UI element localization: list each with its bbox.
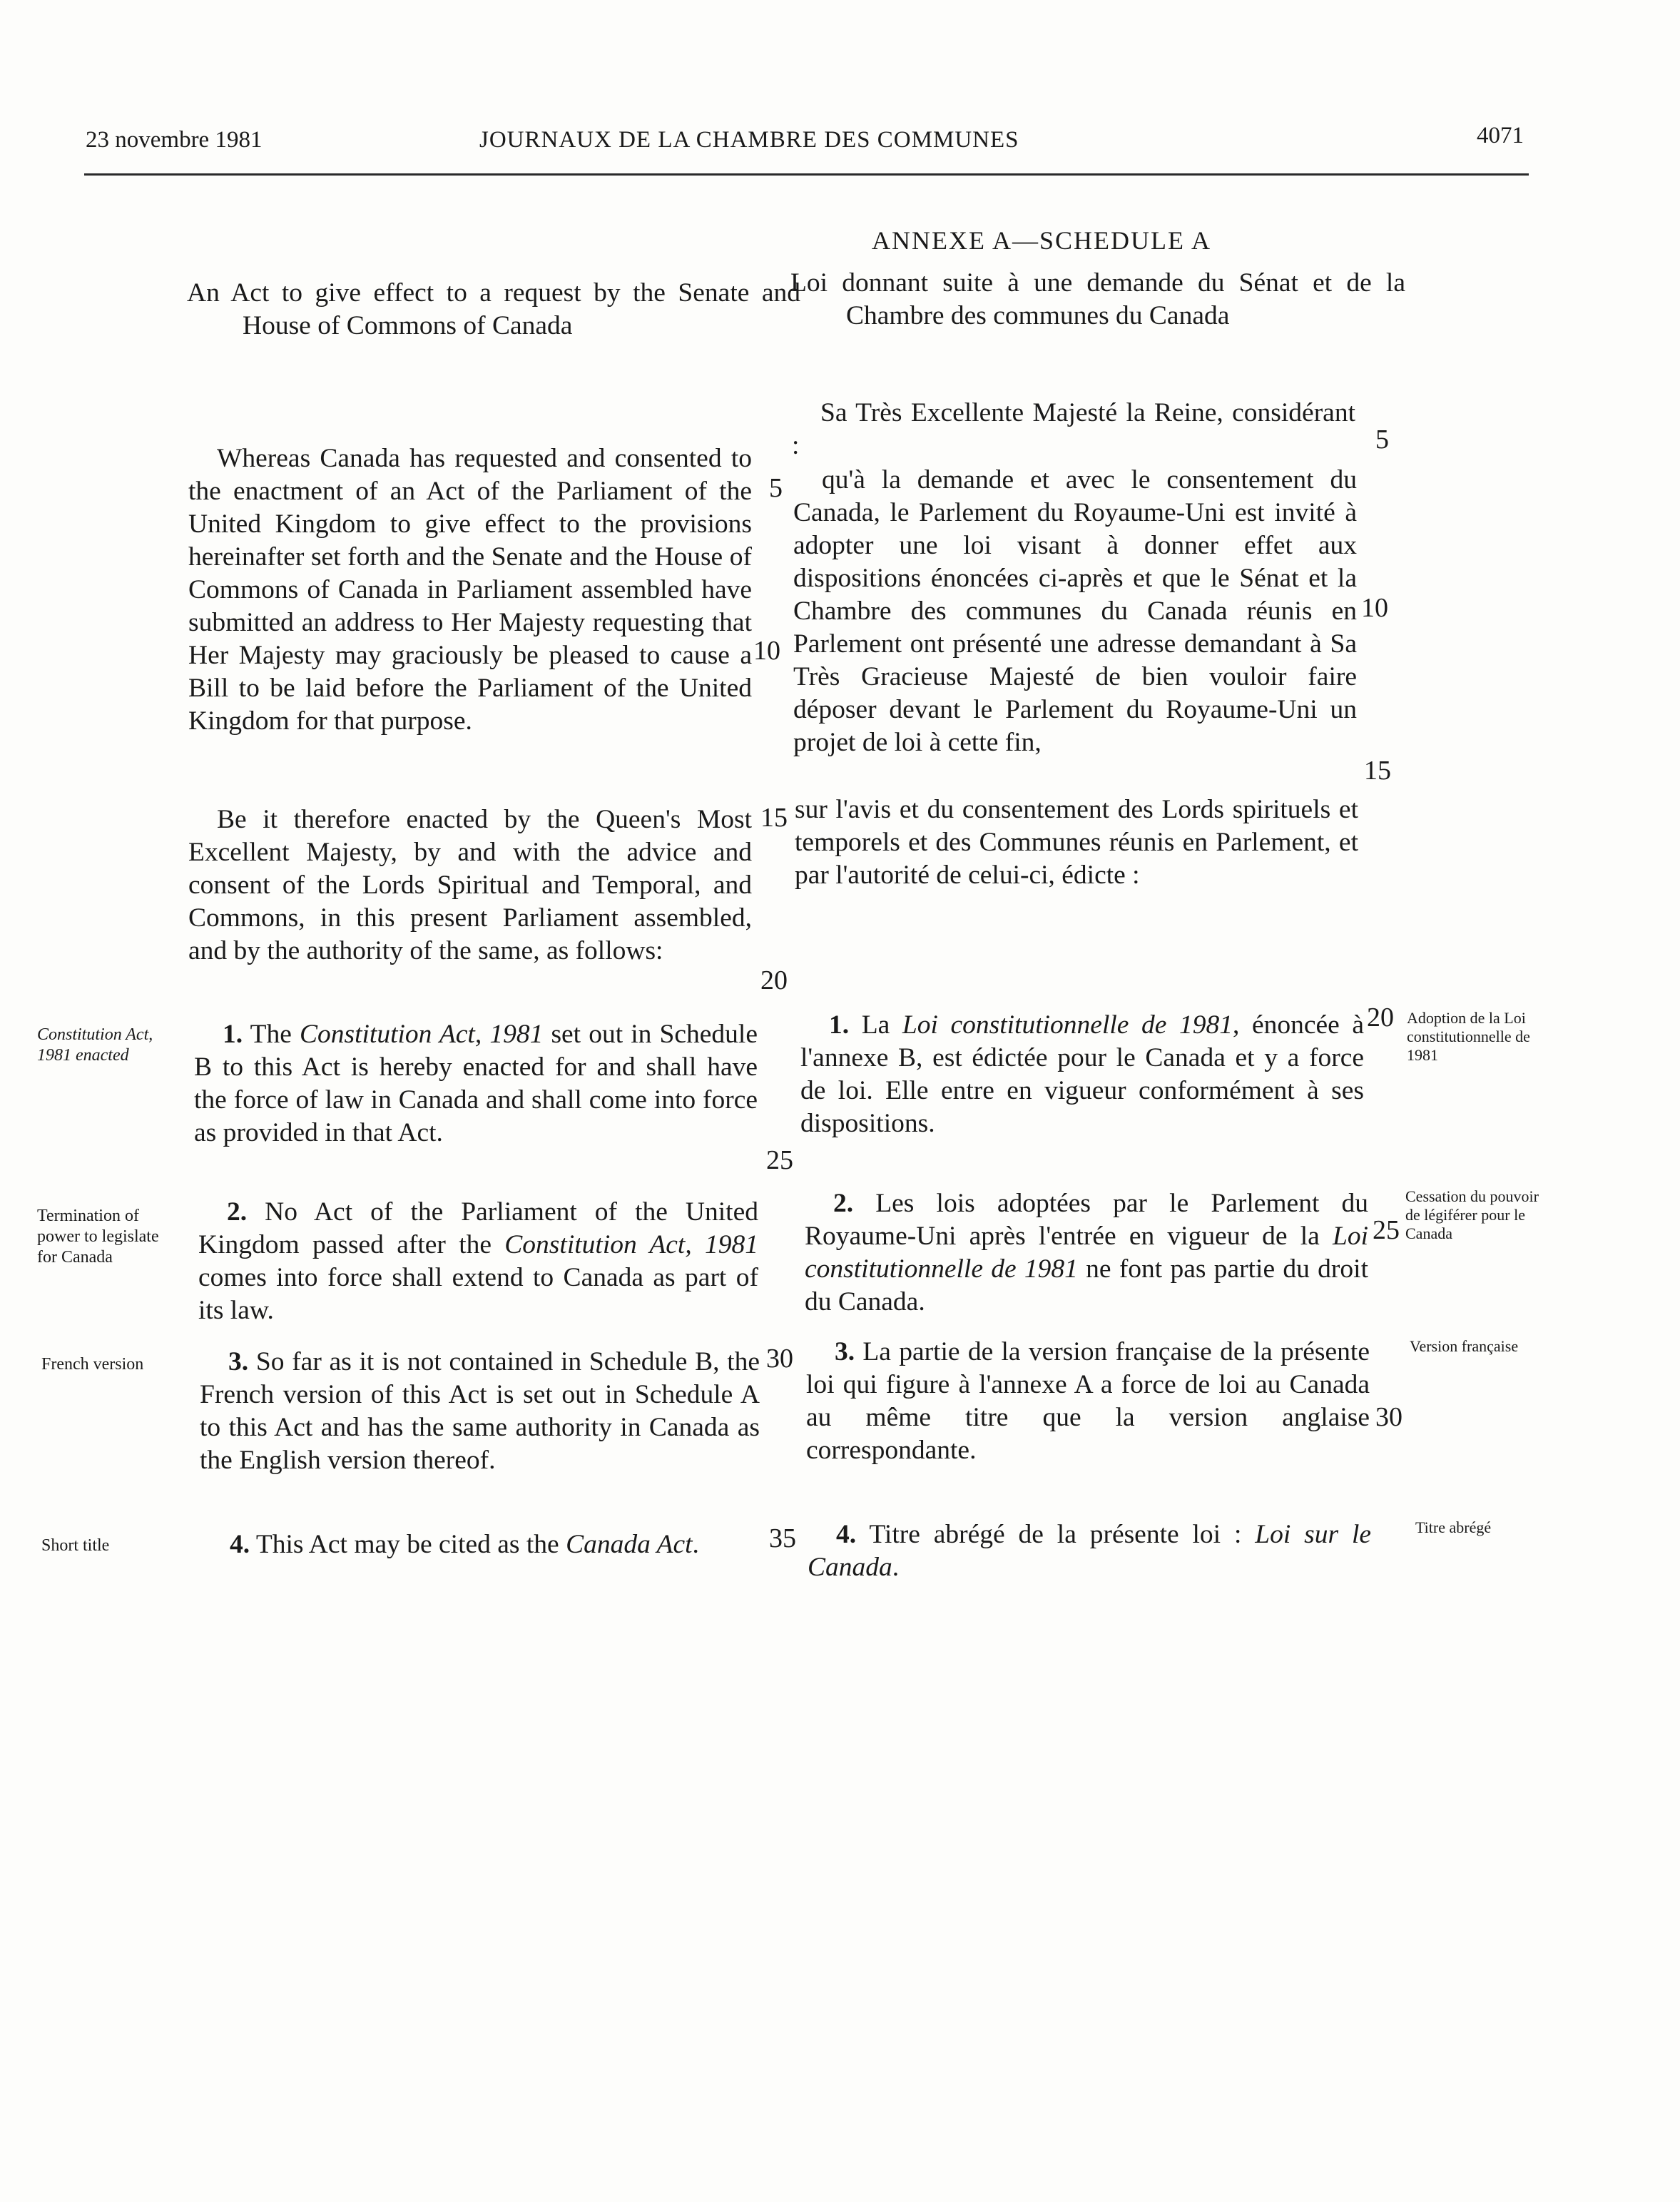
marginal-note-adoption: Adoption de la Loi constitutionnelle de 1981 (1407, 1009, 1530, 1064)
french-section-2 (805, 1187, 1368, 1319)
marginal-note-french-version: French version (41, 1355, 144, 1374)
section-number: 2. (227, 1197, 248, 1227)
section-text: Les lois adoptées par le Parlement du Royaume-Uni après l'entrée en vigueur de la (805, 1189, 1368, 1251)
french-title: Loi donnant suite à une demande du Sénat et de la Chambre des communes du Canada (790, 268, 1405, 330)
line-number-en: 25 (766, 1145, 793, 1175)
act-name: Loi sur le Canada (808, 1520, 1372, 1582)
french-section-1 (800, 1009, 1364, 1140)
section-text: La partie de la version française de la présente loi qui figure à l'annexe A a force de loi au Canada au même titre que la version anglaise correspondante. (806, 1337, 1370, 1465)
section-number: 3. (228, 1347, 249, 1376)
line-number-fr: 20 (1367, 1003, 1394, 1032)
line-number-fr: 25 (1373, 1215, 1400, 1245)
line-number-en: 20 (760, 965, 788, 995)
section-text: This Act may be cited as the (255, 1530, 566, 1559)
french-preamble-recital: qu'à la demande et avec le consentement du Canada, le Parlement du Royaume-Uni est invité à adopter une loi visant à donner effet aux dispositions énoncées ci-après et que le Sénat et la Chambre des communes du Canada réunis en Parlement ont présenté une adresse demandant à Sa Très Gracieuse Majesté de bien vouloir faire déposer devant le Parlement du Royaume-Uni un projet de loi à cette fin, (793, 465, 1357, 757)
section-text: . (692, 1530, 699, 1559)
line-number-fr: 10 (1361, 593, 1388, 623)
page-date: 23 novembre 1981 (86, 127, 263, 153)
english-section-3 (200, 1346, 760, 1477)
english-section-1 (194, 1018, 758, 1150)
english-title: An Act to give effect to a request by the Senate and House of Commons of Canada (187, 278, 800, 340)
page-number: 4071 (1477, 123, 1524, 148)
act-name: Loi constitutionnelle de 1981 (902, 1010, 1233, 1040)
section-text: set out in Schedule B to this Act is hereby enacted for and shall have the force of law in Canada and shall come into force as provided in that Act. (194, 1020, 758, 1147)
english-section-4 (201, 1528, 761, 1561)
section-text: No Act of the Parliament of the United Kingdom passed after the (198, 1197, 758, 1259)
act-name: Constitution Act, 1981 (299, 1020, 544, 1049)
section-text: Titre abrégé de la présente loi : (869, 1520, 1256, 1549)
line-number-en: 10 (753, 636, 780, 666)
line-number-fr: 15 (1364, 756, 1391, 786)
french-preamble-opening: Sa Très Excellente Majesté la Reine, considérant : (792, 398, 1355, 460)
marginal-note-constitution-act: Constitution Act, 1981 enacted (37, 1025, 153, 1065)
french-section-3 (806, 1336, 1370, 1467)
section-number: 4. (230, 1530, 250, 1559)
section-text: , énoncée à l'annexe B, est édictée pour le Canada et y a force de loi. Elle entre en vigueur conformément à ses dispositions. (800, 1010, 1364, 1138)
section-text: . (892, 1553, 900, 1582)
english-preamble-recital: Whereas Canada has requested and consented to the enactment of an Act of the Parliament of the United Kingdom to give effect to the provisions hereinafter set forth and the Senate and the House of Commons of Canada in Parliament assembled have submitted an address to Her Majesty requesting that Her Majesty may graciously be pleased to cause a Bill to be laid before the Parliament of the United Kingdom for that purpose. (188, 444, 752, 736)
line-number-en: 15 (760, 803, 788, 833)
act-name: Constitution Act, 1981 (504, 1230, 758, 1259)
act-name: Canada Act (566, 1530, 693, 1559)
header-rule (84, 173, 1529, 176)
line-number-fr: 5 (1375, 425, 1389, 455)
line-number-en: 35 (769, 1523, 796, 1553)
act-name: Loi constitutionnelle de 1981 (805, 1222, 1368, 1284)
section-text: ne font pas partie du droit du Canada. (805, 1254, 1368, 1316)
french-enacting-clause: sur l'avis et du consentement des Lords spirituels et temporels et des Communes réunis en Parlement, et par l'autorité de celui-ci, édicte : (795, 795, 1358, 890)
marginal-note-titre-abrege: Titre abrégé (1415, 1518, 1492, 1536)
line-number-fr: 30 (1375, 1402, 1402, 1432)
section-number: 1. (223, 1020, 243, 1049)
section-text: The (250, 1020, 300, 1049)
marginal-note-short-title: Short title (41, 1536, 110, 1555)
section-text: La (861, 1010, 902, 1040)
french-section-4 (808, 1518, 1371, 1584)
marginal-note-cessation: Cessation du pouvoir de légiférer pour le Canada (1405, 1187, 1539, 1242)
marginal-note-version-francaise: Version française (1410, 1337, 1519, 1355)
section-text: comes into force shall extend to Canada as part of its law. (198, 1263, 758, 1325)
marginal-note-termination: Termination of power to legislate for Canada (37, 1207, 159, 1267)
section-number: 3. (835, 1337, 855, 1366)
section-number: 2. (833, 1189, 854, 1218)
schedule-heading: ANNEXE A—SCHEDULE A (872, 226, 1211, 255)
journal-title: JOURNAUX DE LA CHAMBRE DES COMMUNES (479, 127, 1019, 153)
line-number-en: 30 (766, 1344, 793, 1374)
line-number-en: 5 (769, 473, 783, 503)
section-number: 1. (829, 1010, 850, 1040)
english-section-2 (198, 1196, 758, 1327)
section-text: So far as it is not contained in Schedule B, the French version of this Act is set out in Schedule A to this Act and has the same authority in Canada as the English version thereof. (200, 1347, 760, 1475)
section-number: 4. (836, 1520, 857, 1549)
english-enacting-clause: Be it therefore enacted by the Queen's Most Excellent Majesty, by and with the advice and consent of the Lords Spiritual and Temporal, and Commons, in this present Parliament assembled, and by the authority of the same, as follows: (188, 805, 752, 965)
